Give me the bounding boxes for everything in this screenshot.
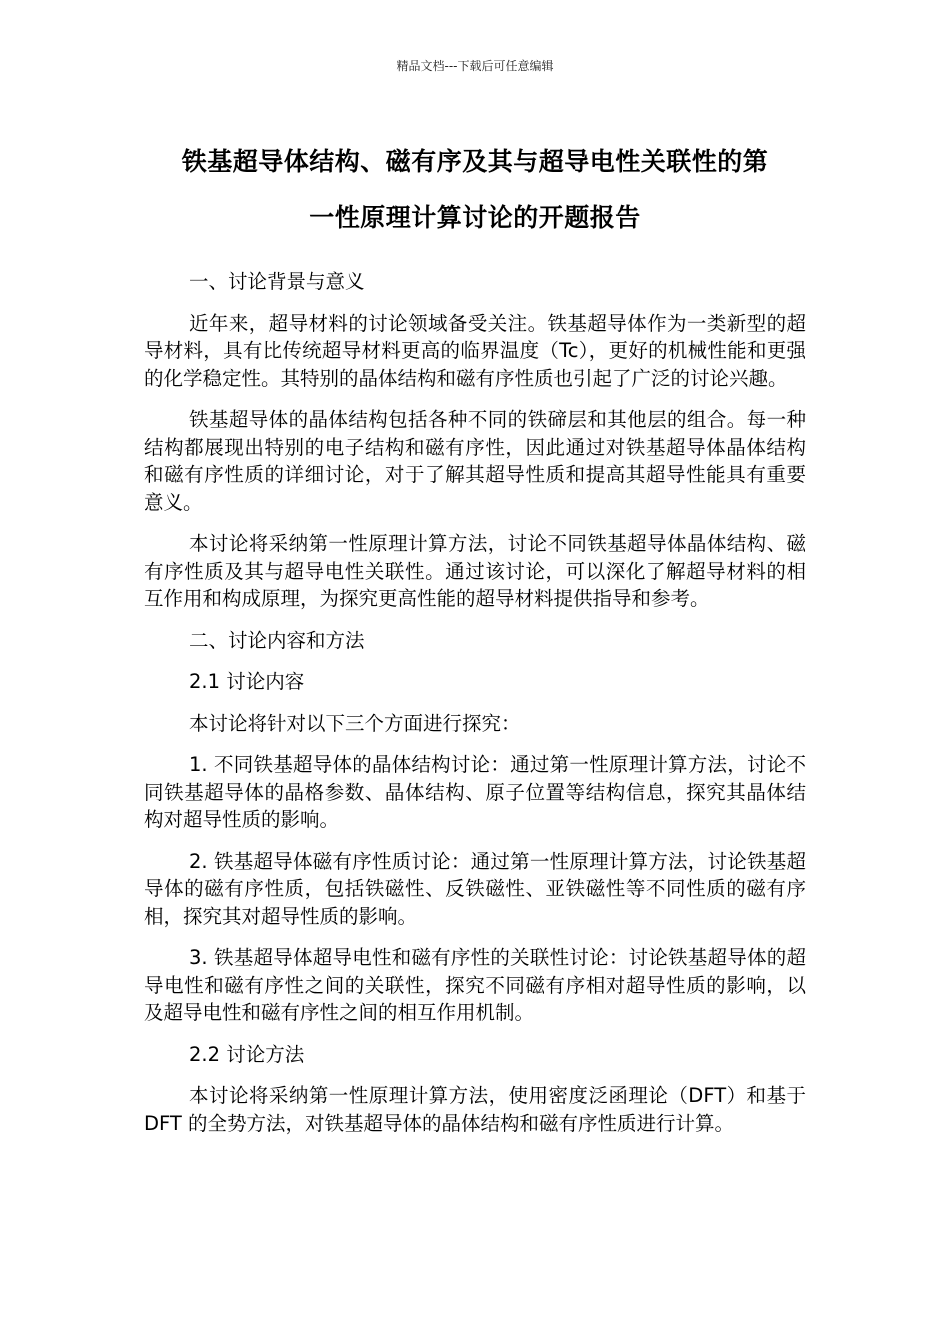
title-line-2: 一性原理计算讨论的开题报告 [309, 203, 641, 232]
page-header: 精品文档---下载后可任意编辑 [396, 59, 554, 73]
paragraph-intro: 近年来，超导材料的讨论领域备受关注。铁基超导体作为一类新型的超导材料，具有比传统超导材料更高的临界温度（Tc），更好的机械性能和更强的化学稳定性。其特别的晶体结构和磁有序性质也引起了广泛的讨论兴趣。 [144, 311, 806, 390]
document-body [144, 268, 806, 1151]
subsection-heading-methods: 2.2 讨论方法 [189, 1042, 305, 1066]
title-line-1: 铁基超导体结构、磁有序及其与超导电性关联性的第 [181, 147, 769, 176]
paragraph-research-plan: 本讨论将采纳第一性原理计算方法，讨论不同铁基超导体晶体结构、磁有序性质及其与超导电性关联性。通过该讨论，可以深化了解超导材料的相互作用和构成原理，为探究更高性能的超导材料提供指导和参考。 [144, 532, 806, 610]
paragraph-three-aspects: 本讨论将针对以下三个方面进行探究： [189, 711, 521, 735]
subsection-heading-content: 2.1 讨论内容 [189, 670, 305, 693]
document-title [140, 134, 810, 246]
list-item-correlation: 3. 铁基超导体超导电性和磁有序性的关联性讨论：讨论铁基超导体的超导电性和磁有序性之间的关联性，探究不同磁有序相对超导性质的影响，以及超导电性和磁有序性之间的相互作用机制。 [144, 946, 806, 1024]
section-heading-background: 一、讨论背景与意义 [189, 270, 365, 293]
paragraph-crystal-structure: 铁基超导体的晶体结构包括各种不同的铁碲层和其他层的组合。每一种结构都展现出特别的电子结构和磁有序性，因此通过对铁基超导体晶体结构和磁有序性质的详细讨论，对于了解其超导性质和提高其超导性能具有重要意义。 [144, 408, 806, 514]
section-heading-content-methods: 二、讨论内容和方法 [189, 628, 365, 652]
list-item-magnetic-order: 2. 铁基超导体磁有序性质讨论：通过第一性原理计算方法，讨论铁基超导体的磁有序性质，包括铁磁性、反铁磁性、亚铁磁性等不同性质的磁有序相，探究其对超导性质的影响。 [144, 849, 806, 928]
list-item-crystal-structure: 1. 不同铁基超导体的晶体结构讨论：通过第一性原理计算方法，讨论不同铁基超导体的晶格参数、晶体结构、原子位置等结构信息，探究其晶体结构对超导性质的影响。 [144, 753, 806, 831]
paragraph-methods: 本讨论将采纳第一性原理计算方法，使用密度泛函理论（DFT）和基于 DFT 的全势方法，对铁基超导体的晶体结构和磁有序性质进行计算。 [144, 1084, 806, 1135]
